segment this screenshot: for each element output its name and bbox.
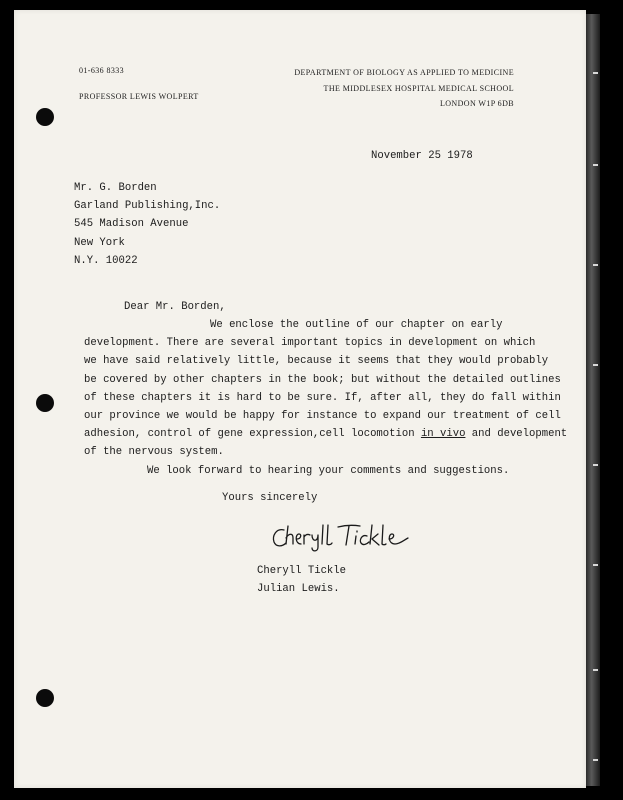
letter-page: [14, 10, 586, 788]
body-line: [84, 462, 567, 480]
body-emphasis-in-vivo: in vivo: [420, 428, 466, 441]
body-line-text: development. There are several important topics in development on which: [84, 337, 536, 350]
signatory-second: Julian Lewis.: [257, 583, 340, 596]
recipient-zip: N.Y. 10022: [74, 254, 138, 267]
letter-body: [84, 316, 567, 480]
handwritten-signature: [270, 520, 420, 554]
letterhead-department: DEPARTMENT OF BIOLOGY AS APPLIED TO MEDICINE: [294, 68, 514, 77]
recipient-city: New York: [74, 236, 125, 249]
body-line-text: we have said relatively little, because it seems that they would probably: [84, 355, 549, 368]
edge-mark: [593, 264, 598, 266]
edge-mark: [593, 464, 598, 466]
body-line-text: and development: [465, 428, 568, 441]
signatories: [257, 562, 346, 598]
body-line: [84, 407, 567, 425]
body-line: [84, 425, 567, 443]
closing: Yours sincerely: [222, 492, 318, 504]
body-line-text: We look forward to hearing your comments and suggestions.: [147, 464, 510, 477]
letterhead-school: THE MIDDLESEX HOSPITAL MEDICAL SCHOOL: [323, 83, 514, 93]
signatory-first: Cheryll Tickle: [257, 565, 347, 577]
page-edge: [586, 14, 600, 786]
body-line-text: adhesion, control of gene expression,cell locomotion: [84, 428, 421, 441]
body-line: [84, 371, 567, 389]
recipient-street: 545 Madison Avenue: [74, 218, 189, 231]
signature-drawing: [270, 520, 420, 554]
punch-hole-top: [36, 108, 54, 126]
body-line: [84, 443, 567, 461]
body-line: [84, 334, 567, 352]
body-line-text: of the nervous system.: [84, 446, 224, 459]
body-line-text: be covered by other chapters in the book; but without the detailed outlines: [84, 373, 561, 386]
body-line-text: our province we would be happy for instance to expand our treatment of cell: [84, 409, 561, 422]
edge-mark: [593, 72, 598, 74]
edge-mark: [593, 564, 598, 566]
punch-hole-middle: [36, 394, 54, 412]
body-line: [84, 316, 567, 334]
letterhead-professor: PROFESSOR LEWIS WOLPERT: [79, 92, 199, 101]
edge-mark: [593, 364, 598, 366]
letter-date: November 25 1978: [371, 150, 473, 162]
recipient-company: Garland Publishing,Inc.: [74, 200, 221, 213]
edge-mark: [593, 759, 598, 761]
letterhead-institution: [294, 65, 514, 112]
edge-mark: [593, 164, 598, 166]
letterhead-address: LONDON W1P 6DB: [439, 99, 514, 108]
punch-hole-bottom: [36, 689, 54, 707]
letterhead-phone: 01-636 8333: [79, 66, 125, 75]
body-line: [84, 352, 567, 370]
salutation: Dear Mr. Borden,: [124, 301, 226, 313]
body-line: [84, 389, 567, 407]
body-line-text: We enclose the outline of our chapter on early: [210, 319, 503, 331]
edge-mark: [593, 669, 598, 671]
recipient-address: [74, 179, 220, 270]
body-line-text: of these chapters it is hard to be sure. If, after all, they do fall within: [84, 391, 561, 404]
recipient-name: Mr. G. Borden: [74, 182, 157, 194]
